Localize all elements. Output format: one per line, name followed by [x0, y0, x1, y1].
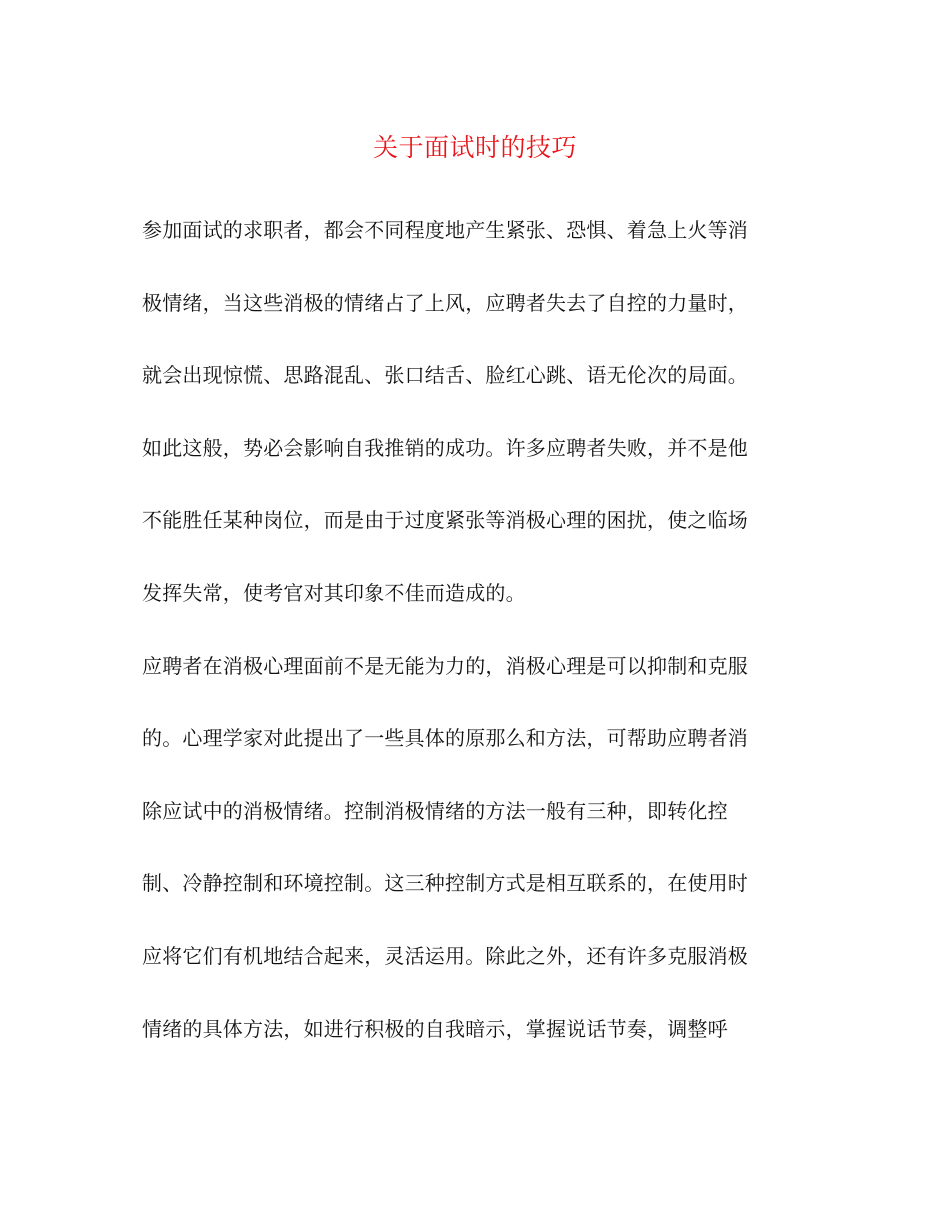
document-body — [142, 210, 812, 1081]
body-line: 应将它们有机地结合起来，灵活运用。除此之外，还有许多克服消极 — [142, 943, 748, 968]
body-line: 应聘者在消极心理面前不是无能为力的，消极心理是可以抑制和克服 — [142, 653, 748, 678]
body-line: 情绪的具体方法，如进行积极的自我暗示，掌握说话节奏，调整呼 — [142, 1016, 728, 1041]
body-line: 制、冷静控制和环境控制。这三种控制方式是相互联系的，在使用时 — [142, 871, 748, 896]
body-line: 如此这般，势必会影响自我推销的成功。许多应聘者失败，并不是他 — [142, 435, 748, 460]
document-title: 关于面试时的技巧 — [372, 133, 577, 162]
body-line: 的。心理学家对此提出了一些具体的原那么和方法，可帮助应聘者消 — [142, 726, 748, 751]
body-line: 不能胜任某种岗位，而是由于过度紧张等消极心理的困扰，使之临场 — [142, 508, 748, 533]
body-line: 发挥失常，使考官对其印象不佳而造成的。 — [142, 580, 526, 605]
body-line: 就会出现惊慌、思路混乱、张口结舌、脸红心跳、语无伦次的局面。 — [142, 363, 748, 388]
body-line: 除应试中的消极情绪。控制消极情绪的方法一般有三种，即转化控 — [142, 798, 728, 823]
body-line: 参加面试的求职者，都会不同程度地产生紧张、恐惧、着急上火等消 — [142, 218, 748, 242]
body-line: 极情绪，当这些消极的情绪占了上风，应聘者失去了自控的力量时， — [142, 290, 748, 315]
